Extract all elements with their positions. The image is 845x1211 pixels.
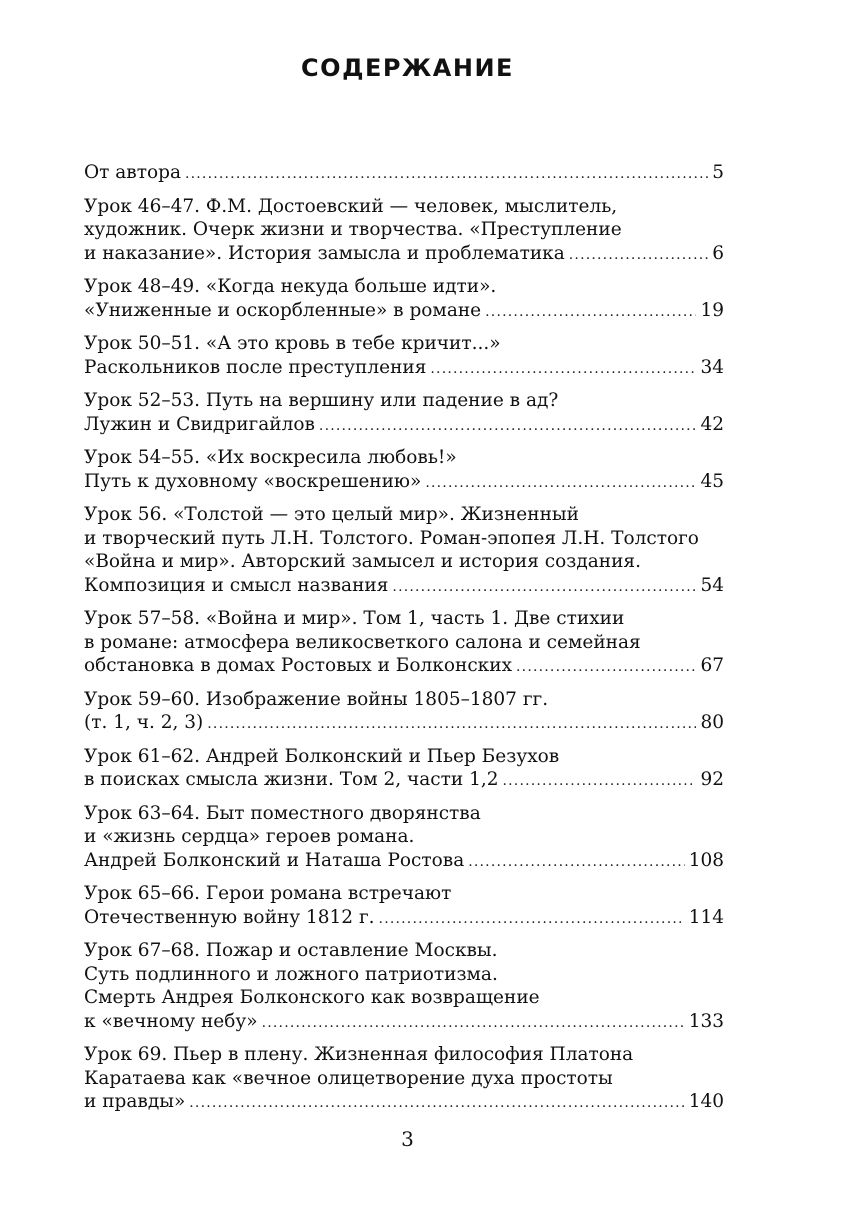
toc-entry-line: «Война и мир». Авторский замысел и история создания. <box>84 551 641 572</box>
toc-entry-last-line <box>84 470 724 496</box>
table-of-contents <box>84 161 724 1124</box>
toc-entry <box>84 802 724 875</box>
toc-entry-line: Урок 50–51. «А это кровь в тебе кричит...» <box>84 333 501 354</box>
toc-entry <box>84 195 724 268</box>
dot-leader <box>503 770 697 794</box>
toc-entry <box>84 688 724 737</box>
toc-entry-line: в романе: атмосфера великосветкого салона и семейная <box>84 631 641 653</box>
toc-entry-line: Урок 48–49. «Когда некуда больше идти». <box>84 276 497 297</box>
toc-entry <box>84 161 724 187</box>
toc-entry-line: Суть подлинного и ложного патриотизма. <box>84 963 498 985</box>
toc-entry-last-line <box>84 299 724 325</box>
page-title: СОДЕРЖАНИЕ <box>301 54 514 82</box>
toc-entry-last-line <box>84 768 724 794</box>
toc-entry-text: От автора <box>84 162 181 183</box>
toc-entry <box>84 503 724 599</box>
toc-entry-line: Урок 46–47. Ф.М. Достоевский — человек, мыслитель, <box>84 195 618 217</box>
toc-entry-text: Андрей Болконский и Наташа Ростова <box>84 849 465 871</box>
dot-leader <box>468 851 684 875</box>
dot-leader <box>425 472 696 496</box>
toc-page-number: 140 <box>688 1091 724 1112</box>
toc-entry-line: Урок 63–64. Быт поместного дворянства <box>84 802 481 824</box>
toc-entry-text: обстановка в домах Ростовых и Болконских <box>84 655 513 676</box>
toc-entry-last-line <box>84 161 724 187</box>
dot-leader <box>379 908 685 932</box>
toc-entry-last-line <box>84 711 724 737</box>
toc-entry-line: Урок 69. Пьер в плену. Жизненная философия Платона <box>84 1044 634 1065</box>
toc-entry-line: Смерть Андрея Болконского как возвращение <box>84 987 540 1008</box>
toc-entry <box>84 882 724 931</box>
dot-leader <box>485 301 696 325</box>
toc-page-number: 114 <box>688 906 724 928</box>
toc-page-number: 133 <box>688 1010 724 1032</box>
toc-page-number: 80 <box>700 712 724 733</box>
toc-entry-line: Урок 54–55. «Их воскресила любовь!» <box>84 447 457 468</box>
dot-leader <box>189 1092 684 1116</box>
toc-page-number: 19 <box>700 299 724 321</box>
toc-entry-text: (т. 1, ч. 2, 3) <box>84 712 204 733</box>
toc-entry <box>84 389 724 438</box>
toc-entry <box>84 1043 724 1116</box>
toc-entry-line: Урок 56. «Толстой — это целый мир». Жизненный <box>84 504 579 525</box>
toc-entry <box>84 332 724 381</box>
dot-leader <box>185 163 708 187</box>
toc-page-number: 34 <box>700 356 724 378</box>
dot-leader <box>430 358 696 382</box>
toc-page-number: 67 <box>700 655 724 676</box>
toc-entry-line: Урок 65–66. Герои романа встречают <box>84 883 452 904</box>
dot-leader <box>516 656 696 680</box>
toc-page-number: 6 <box>712 242 724 264</box>
dot-leader <box>392 576 696 600</box>
toc-page-number: 45 <box>700 470 724 492</box>
dot-leader <box>207 713 696 737</box>
toc-entry-last-line <box>84 654 724 680</box>
toc-entry-last-line <box>84 242 724 268</box>
toc-entry-line: и творческий путь Л.Н. Толстого. Роман-эпопея Л.Н. Толстого <box>84 527 699 549</box>
toc-entry-last-line <box>84 574 724 600</box>
toc-entry <box>84 745 724 794</box>
toc-entry-last-line <box>84 356 724 382</box>
toc-entry-text: в поисках смысла жизни. Том 2, части 1,2 <box>84 769 499 790</box>
toc-entry <box>84 275 724 324</box>
toc-entry-text: Лужин и Свидригайлов <box>84 413 315 435</box>
toc-entry-line: Урок 61–62. Андрей Болконский и Пьер Безухов <box>84 745 560 767</box>
dot-leader <box>569 244 708 268</box>
toc-page-number: 108 <box>688 849 724 871</box>
toc-entry-last-line <box>84 906 724 932</box>
dot-leader <box>262 1012 685 1036</box>
toc-entry-last-line <box>84 1010 724 1036</box>
toc-entry-line: Урок 59–60. Изображение войны 1805–1807 гг. <box>84 688 549 710</box>
toc-entry-text: «Униженные и оскорбленные» в романе <box>84 299 482 321</box>
toc-entry-last-line <box>84 413 724 439</box>
toc-entry-last-line <box>84 1090 724 1116</box>
toc-entry-line: Урок 57–58. «Война и мир». Том 1, часть 1. Две стихии <box>84 608 625 629</box>
toc-entry-line: и «жизнь сердца» героев романа. <box>84 826 415 847</box>
toc-entry-text: к «вечному небу» <box>84 1010 258 1032</box>
toc-page-number: 5 <box>712 162 724 183</box>
toc-entry-last-line <box>84 849 724 875</box>
toc-page-number: 42 <box>700 413 724 435</box>
toc-entry-text: Раскольников после преступления <box>84 356 427 378</box>
toc-entry-text: Путь к духовному «воскрешению» <box>84 470 422 492</box>
toc-entry-text: Композиция и смысл названия <box>84 574 389 596</box>
toc-page-number: 54 <box>700 574 724 596</box>
toc-entry <box>84 607 724 680</box>
toc-entry-line: Каратаева как «вечное олицетворение духа простоты <box>84 1067 613 1089</box>
toc-entry-text: и правды» <box>84 1091 186 1112</box>
toc-entry-line: художник. Очерк жизни и творчества. «Преступление <box>84 219 622 240</box>
toc-entry-line: Урок 67–68. Пожар и оставление Москвы. <box>84 940 498 961</box>
toc-entry-text: Отечественную войну 1812 г. <box>84 906 375 928</box>
toc-entry-text: и наказание». История замысла и проблематика <box>84 242 565 264</box>
page-number: 3 <box>401 1127 414 1151</box>
toc-entry-line: Урок 52–53. Путь на вершину или падение в ад? <box>84 390 559 411</box>
toc-entry <box>84 939 724 1035</box>
toc-entry <box>84 446 724 495</box>
dot-leader <box>319 415 697 439</box>
toc-page-number: 92 <box>700 769 724 790</box>
